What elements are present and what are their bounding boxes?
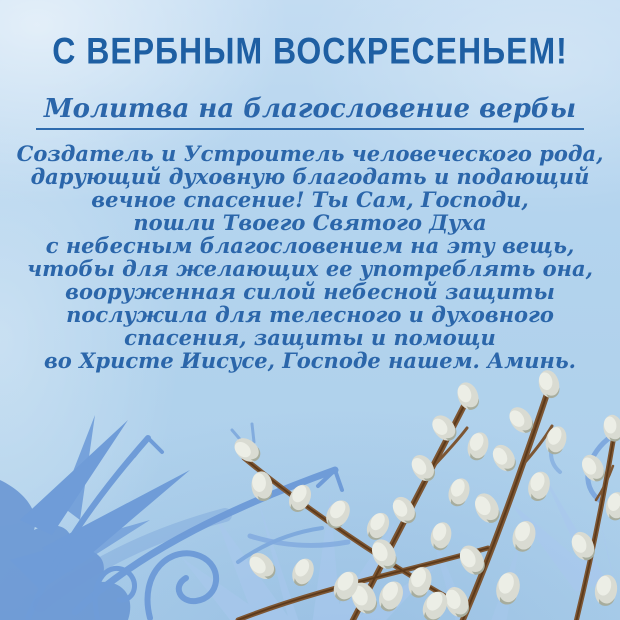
prayer-line: вооруженная силой небесной защиты <box>65 279 555 304</box>
prayer-line: вечное спасение! Ты Сам, Господи, <box>91 187 529 212</box>
prayer-line: дарующий духовную благодать и подающий <box>30 164 590 189</box>
prayer-line: с небесным благословением на эту вещь, <box>45 233 575 258</box>
prayer-heading-text: Молитва на благословение вербы <box>36 94 584 130</box>
prayer-line: спасения, защиты и помощи <box>124 325 496 350</box>
prayer-heading <box>0 94 620 124</box>
prayer-line: пошли Твоего Святого Духа <box>133 210 487 235</box>
card-title: С ВЕРБНЫМ ВОСКРЕСЕНЬЕМ! <box>52 29 568 72</box>
prayer-line: послужила для телесного и духовного <box>66 302 554 327</box>
prayer-line: во Христе Иисусе, Господе нашем. Аминь. <box>44 348 576 373</box>
prayer-text <box>0 142 620 372</box>
prayer-line: Создатель и Устроитель человеческого рода, <box>16 141 604 166</box>
prayer-line: чтобы для желающих ее употреблять она, <box>27 256 593 281</box>
